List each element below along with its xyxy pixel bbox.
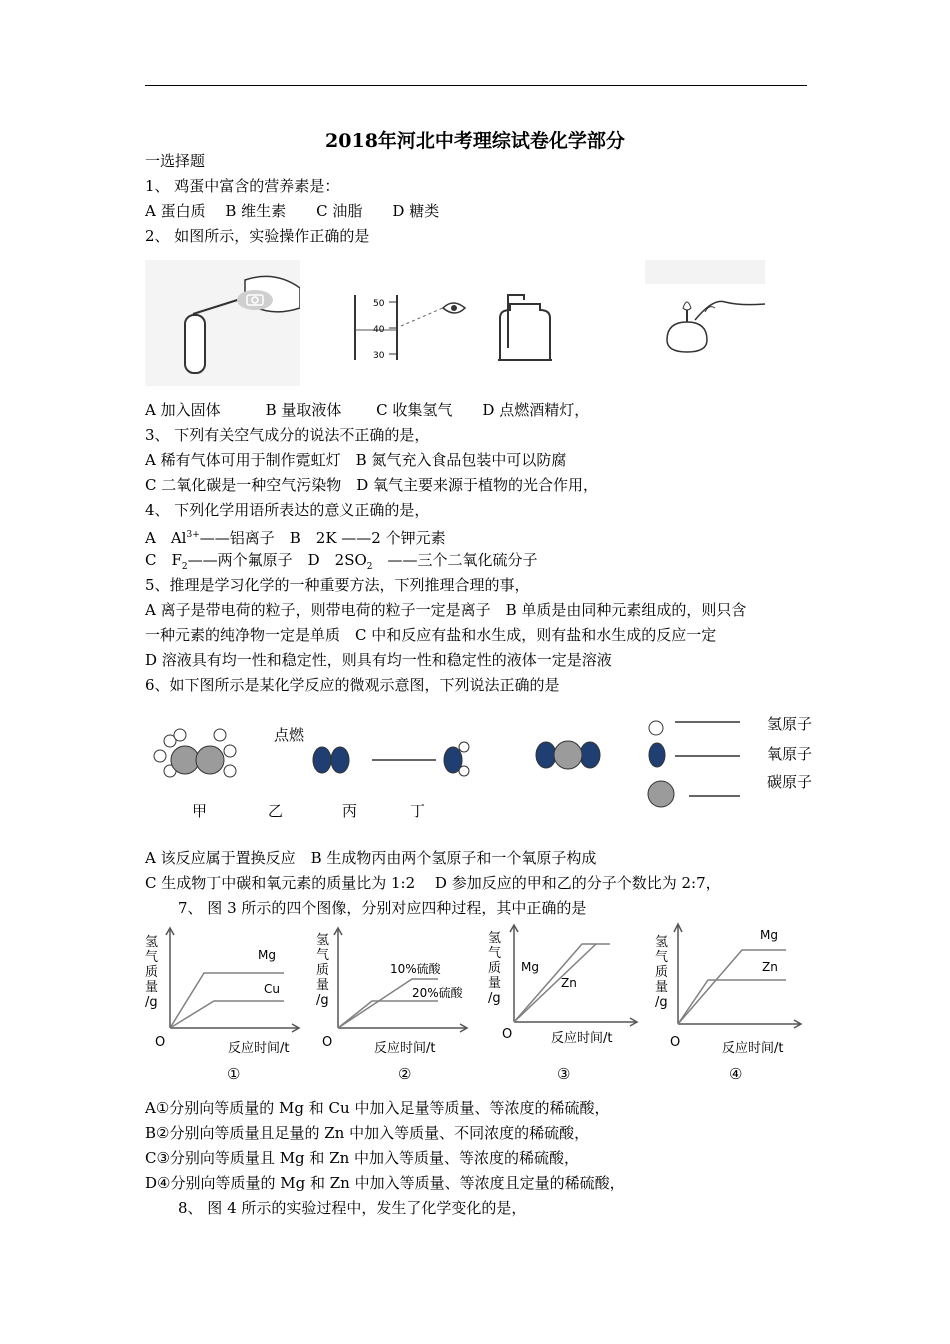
q4-a-sup: 3+ [186, 530, 200, 540]
chart4-series-zn: Zn [762, 960, 778, 974]
scale-30: 30 [373, 351, 385, 361]
chart3-number: ③ [557, 1065, 571, 1083]
q6-line1: A 该反应属于置换反应 B 生成物丙由两个氢原子和一个氧原子构成 [145, 849, 597, 867]
scale-50: 50 [373, 299, 385, 309]
q1-stem: 1、 鸡蛋中富含的营养素是： [145, 177, 340, 195]
figure-collect-hydrogen [490, 290, 565, 366]
chart2-number: ② [398, 1065, 412, 1083]
q6-stem: 6、如下图所示是某化学反应的微观示意图，下列说法正确的是 [145, 676, 560, 694]
q2-stem: 2、 如图所示，实验操作正确的是 [145, 227, 370, 245]
q7-line3: C③分别向等质量且 Mg 和 Zn 中加入等质量、等浓度的稀硫酸， [145, 1149, 580, 1167]
q4-line2 [145, 550, 538, 577]
q5-line3: D 溶液具有均一性和稳定性，则具有均一性和稳定性的液体一定是溶液 [145, 651, 612, 669]
chart2-xlabel: 反应时间/t [374, 1041, 436, 1056]
legend-hydrogen: 氢原子 [767, 715, 813, 733]
q4-c-sub2: 2 [366, 562, 373, 572]
chart2-series-20: 20%硫酸 [412, 986, 463, 1000]
scale-40: 40 [373, 325, 385, 335]
chart4-xlabel: 反应时间/t [722, 1041, 784, 1056]
chart3-origin: O [502, 1027, 513, 1042]
q3-line1: A 稀有气体可用于制作霓虹灯 B 氮气充入食品包装中可以防腐 [145, 451, 567, 469]
q4-c-sub: 2 [181, 562, 188, 572]
chart3-ylabel: 氢 气 质 量 /g [488, 931, 502, 1006]
chart1-number: ① [227, 1065, 241, 1083]
q4-c-mid: ——两个氟原子 D 2SO [187, 551, 367, 569]
page-title: 2018年河北中考理综试卷化学部分 [325, 130, 625, 152]
chart3-series-mg: Mg [521, 960, 539, 974]
q5-line2: 一种元素的纯净物一定是单质 C 中和反应有盐和水生成，则有盐和水生成的反应一定 [145, 626, 717, 644]
q5-stem: 5、推理是学习化学的一种重要方法，下列推理合理的事， [145, 576, 530, 594]
q7-stem: 7、 图 3 所示的四个图像，分别对应四种过程，其中正确的是 [178, 899, 587, 917]
q4-line1 [145, 525, 446, 548]
q4-c-label: C F [145, 551, 182, 569]
label-bing: 丙 [342, 802, 358, 820]
q1-options: A 蛋白质 B 维生素 C 油脂 D 糖类 [145, 202, 440, 220]
q2-options: A 加入固体 B 量取液体 C 收集氢气 D 点燃酒精灯， [145, 401, 590, 419]
figure-measure-liquid [345, 290, 475, 365]
q4-c-rest: ——三个二氧化硫分子 [372, 551, 538, 569]
chart3-series-zn: Zn [561, 976, 577, 990]
chart1-xlabel: 反应时间/t [228, 1041, 290, 1056]
chart2-ylabel: 氢 气 质 量 /g [316, 933, 330, 1008]
q7-line1: A①分别向等质量的 Mg 和 Cu 中加入足量等质量、等浓度的稀硫酸， [145, 1099, 610, 1117]
chart4-ylabel: 氢 气 质 量 /g [655, 935, 669, 1010]
chart4-number: ④ [729, 1065, 743, 1083]
q5-line1: A 离子是带电荷的粒子，则带电荷的粒子一定是离子 B 单质是由同种元素组成的，则只含 [145, 601, 747, 619]
chart4-plot [668, 922, 804, 1030]
chart4-origin: O [670, 1035, 681, 1050]
q6-line2: C 生成物丁中碳和氧元素的质量比为 1:2 D 参加反应的甲和乙的分子个数比为 2:7， [145, 874, 721, 892]
reaction-condition: 点燃 [274, 726, 305, 744]
q4-stem: 4、 下列化学用语所表达的意义正确的是， [145, 501, 430, 519]
chart2-plot [330, 925, 470, 1035]
reaction-diagram [150, 715, 610, 795]
figure-light-lamp [645, 260, 765, 365]
header-rule [145, 85, 807, 86]
chart1-series-mg: Mg [258, 948, 276, 962]
chart1-ylabel: 氢 气 质 量 /g [145, 935, 159, 1010]
q3-line2: C 二氧化碳是一种空气污染物 D 氧气主要来源于植物的光合作用， [145, 476, 599, 494]
label-ding: 丁 [410, 802, 426, 820]
chart2-series-10: 10%硫酸 [390, 962, 441, 976]
section-heading: 一选择题 [145, 152, 206, 170]
figure-add-solid [145, 260, 300, 386]
atom-legend [645, 712, 755, 812]
label-jia: 甲 [192, 802, 208, 820]
q4-a-label: A Al [145, 529, 187, 547]
chart3-xlabel: 反应时间/t [551, 1031, 613, 1046]
legend-carbon: 碳原子 [767, 773, 813, 791]
q7-line4: D④分别向等质量的 Mg 和 Zn 中加入等质量、等浓度且定量的稀硫酸， [145, 1174, 625, 1192]
q3-stem: 3、 下列有关空气成分的说法不正确的是， [145, 426, 430, 444]
q8-stem: 8、 图 4 所示的实验过程中，发生了化学变化的是， [178, 1199, 527, 1217]
label-yi: 乙 [268, 802, 284, 820]
q4-a-rest: ——铝离子 B 2K ——2 个钾元素 [199, 529, 446, 547]
chart2-origin: O [322, 1035, 333, 1050]
q7-line2: B②分别向等质量且足量的 Zn 中加入等质量、不同浓度的稀硫酸， [145, 1124, 590, 1142]
legend-oxygen: 氧原子 [767, 745, 813, 763]
chart1-origin: O [155, 1035, 166, 1050]
chart1-series-cu: Cu [264, 982, 280, 996]
chart4-series-mg: Mg [760, 928, 778, 942]
chart1-plot [162, 925, 302, 1035]
